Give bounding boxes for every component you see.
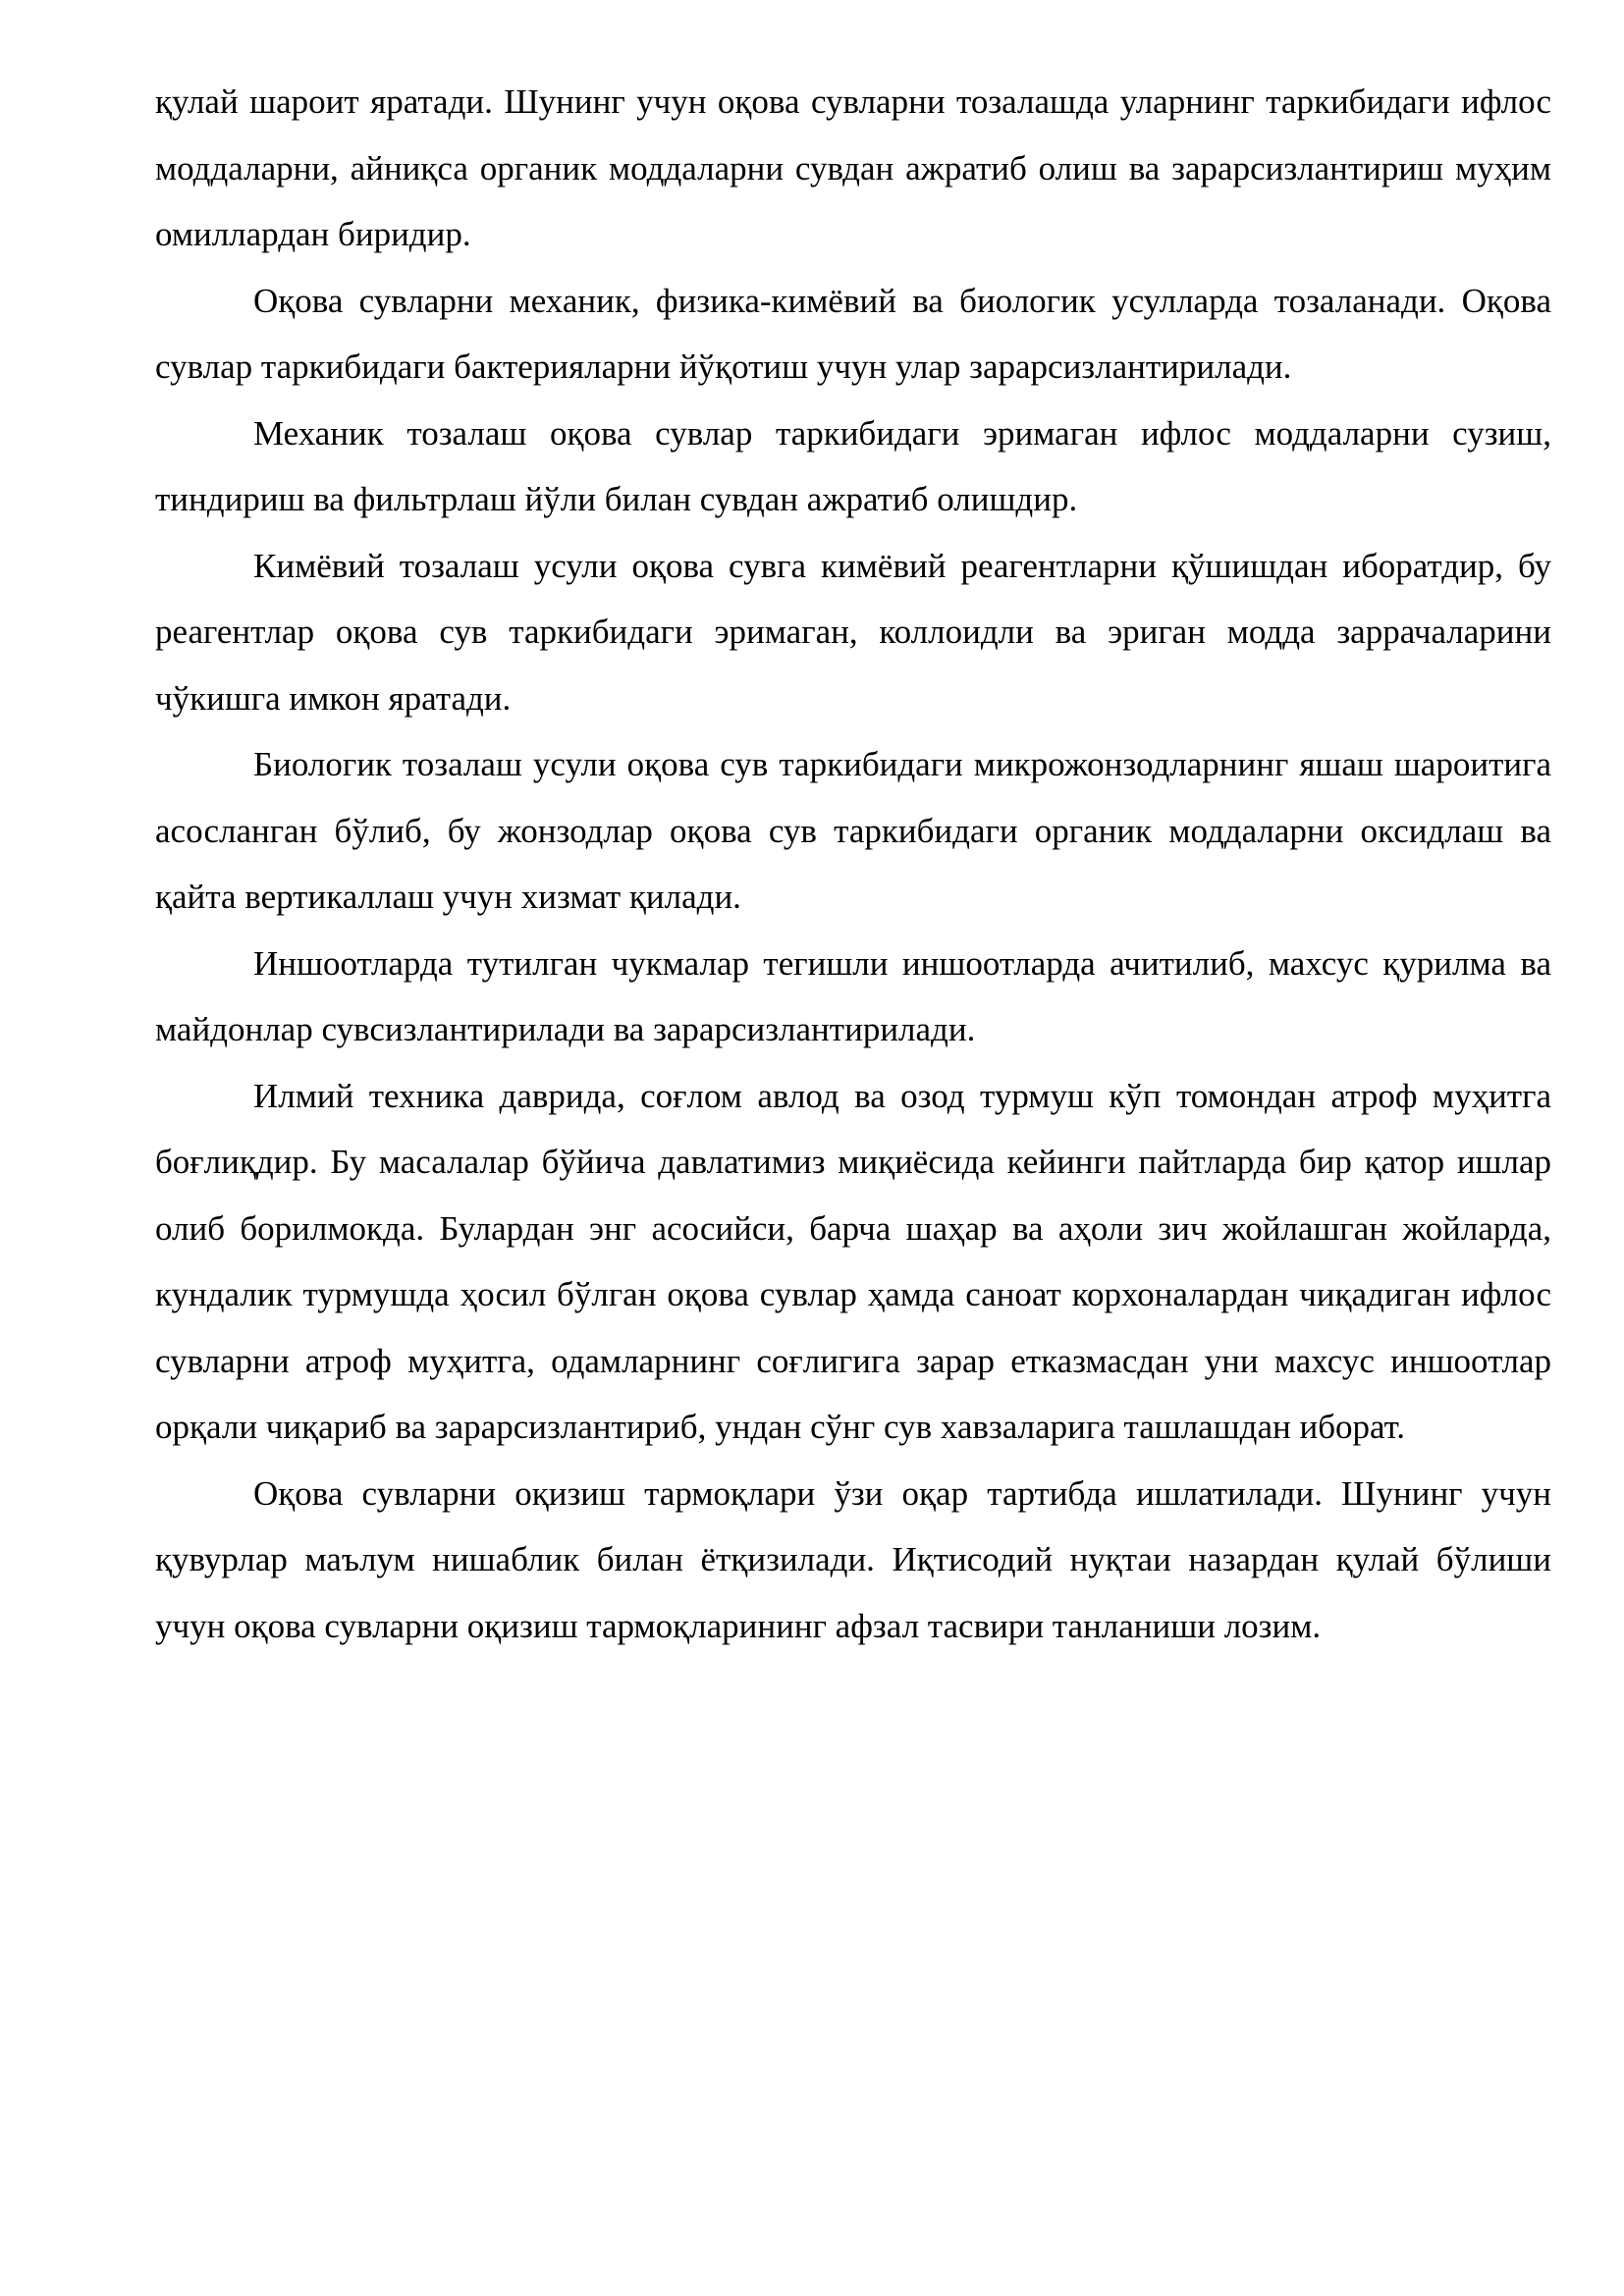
paragraph-6: Иншоотларда тутилган чукмалар тегишли иншоотларда ачитилиб, махсус қурилма ва майдонлар сувсизлантирилади ва зарарсизлантирилади. (155, 943, 1551, 1048)
paragraph-7: Илмий техника даврида, соғлом авлод ва озод турмуш кўп томондан атроф муҳитга боғлиқдир. Бу масалалар бўйича давлатимиз миқиёсида кейинги пайтларда бир қатор ишлар олиб борилмокда. Булардан энг асосийси, барча шаҳар ва аҳоли зич жойлашган жойларда, кундалик турмушда ҳосил бўлган оқова сувлар ҳамда саноат корхоналардан чиқадиган ифлос сувларни атроф муҳитга, одамларнинг соғлигига зарар етказмасдан уни махсус иншоотлар орқали чиқариб ва зарарсизлантириб, ундан сўнг сув хавзаларига ташлашдан иборат. (155, 1076, 1551, 1446)
paragraph-8: Оқова сувларни оқизиш тармоқлари ўзи оқар тартибда ишлатилади. Шунинг учун қувурлар маълум нишаблик билан ётқизилади. Иқтисодий нуқтаи назардан қулай бўлиши учун оқова сувларни оқизиш тармоқларининг афзал тасвири танланиши лозим. (155, 1473, 1551, 1645)
paragraph-2: Оқова сувларни механик, физика-кимёвий ва биологик усулларда тозаланади. Оқова сувлар таркибидаги бактерияларни йўқотиш учун улар зарарсизлантирилади. (155, 281, 1551, 386)
document-page (155, 69, 1551, 1659)
paragraph-5: Биологик тозалаш усули оқова сув таркибидаги микрожонзодларнинг яшаш шароитига асосланган бўлиб, бу жонзодлар оқова сув таркибидаги органик моддаларни оксидлаш ва қайта вертикаллаш учун хизмат қилади. (155, 745, 1551, 916)
paragraph-3: Механик тозалаш оқова сувлар таркибидаги эримаган ифлос моддаларни сузиш, тиндириш ва фильтрлаш йўли билан сувдан ажратиб олишдир. (155, 413, 1551, 518)
paragraph-4: Кимёвий тозалаш усули оқова сувга кимёвий реагентларни қўшишдан иборатдир, бу реагентлар оқова сув таркибидаги эримаган, коллоидли ва эриган модда заррачаларини чўкишга имкон яратади. (155, 546, 1551, 718)
paragraph-1: қулай шароит яратади. Шунинг учун оқова сувларни тозалашда уларнинг таркибидаги ифлос моддаларни, айниқса органик моддаларни сувдан ажратиб олиш ва зарарсизлантириш муҳим омиллардан биридир. (155, 82, 1551, 253)
